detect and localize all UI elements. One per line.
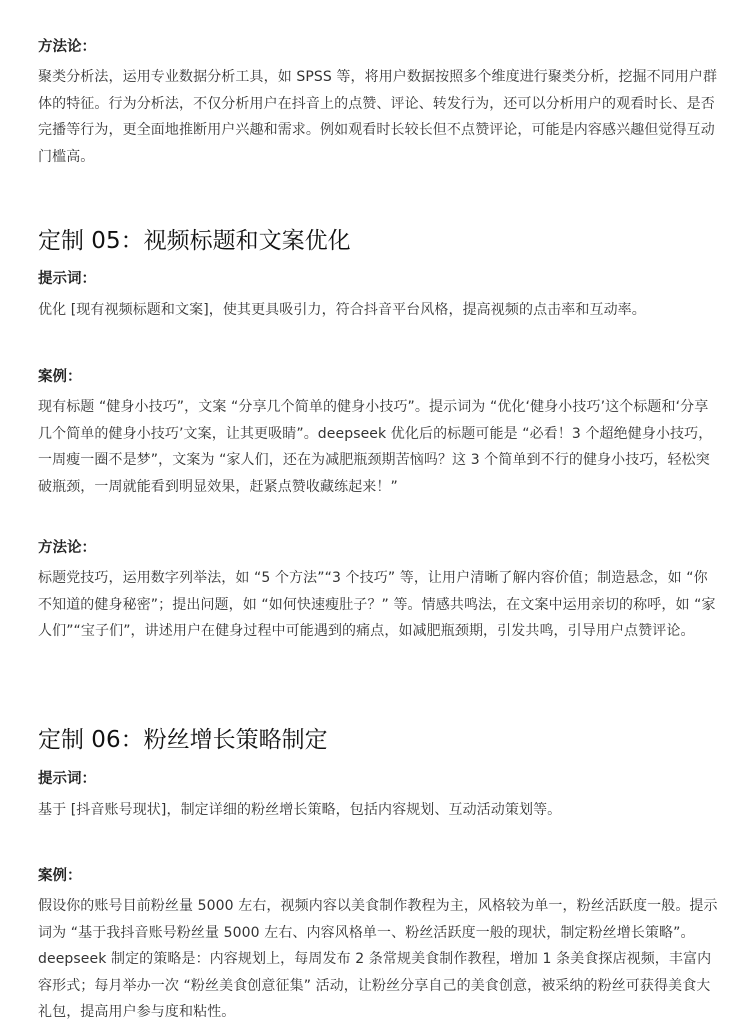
section-06-example-body <box>38 893 718 1026</box>
section-05-example <box>38 367 718 387</box>
prompt-text: 优化 [现有视频标题和文案]，使其更具吸引力，符合抖音平台风格，提高视频的点击率和互动率。 <box>38 302 646 318</box>
example-label: 案例： <box>38 868 82 884</box>
example-label: 案例： <box>38 369 82 385</box>
methodology-label: 方法论： <box>38 540 96 556</box>
section-05-methodology <box>38 538 718 558</box>
prompt-label: 提示词： <box>38 271 96 287</box>
section-06-title-wrap <box>38 724 718 756</box>
section-05-methodology-body <box>38 565 718 645</box>
section-06-example <box>38 866 718 886</box>
methodology-text: 聚类分析法，运用专业数据分析工具，如 SPSS 等，将用户数据按照多个维度进行聚类分析，挖掘不同用户群体的特征。行为分析法，不仅分析用户在抖音上的点赞、评论、转发行为，还可以分析用户的观看时长、是否完播等行为，更全面地推断用户兴趣和需求。例如观看时长较长但不点赞评论，可能是内容感兴趣但觉得互动门槛高。 <box>38 69 718 165</box>
section-05-title-wrap <box>38 225 718 257</box>
section-06-prompt <box>38 769 718 789</box>
prompt-label: 提示词： <box>38 771 96 787</box>
prompt-text: 基于 [抖音账号现状]，制定详细的粉丝增长策略，包括内容规划、互动活动策划等。 <box>38 802 562 818</box>
section-05-prompt <box>38 269 718 289</box>
methodology-text: 标题党技巧，运用数字列举法，如 “5 个方法”“3 个技巧” 等，让用户清晰了解内容价值；制造悬念，如 “你不知道的健身秘密”；提出问题，如 “如何快速瘦肚子？” 等。情感共鸣法，在文案中运用亲切的称呼，如 “家人们”“宝子们”，讲述用户在健身过程中可能遇到的痛点，如减肥瓶颈期，引发共鸣，引导用户点赞评论。 <box>38 570 716 639</box>
section-05-prompt-body <box>38 297 718 324</box>
section-04-methodology <box>38 37 718 57</box>
section-title: 定制 05：视频标题和文案优化 <box>38 228 351 254</box>
section-06-prompt-body <box>38 797 718 824</box>
section-04-methodology-body <box>38 64 718 170</box>
example-text: 假设你的账号目前粉丝量 5000 左右，视频内容以美食制作教程为主，风格较为单一，粉丝活跃度一般。提示词为 “基于我抖音账号粉丝量 5000 左右、内容风格单一、粉丝活跃度一般的现状，制定粉丝增长策略”。deepseek 制定的策略是：内容规划上，每周发布 2 条常规美食制作教程，增加 1 条美食探店视频，丰富内容形式；每月举办一次 “粉丝美食创意征集” 活动，让粉丝分享自己的美食创意，被采纳的粉丝可获得美食大礼包，提高用户参与度和粘性。 <box>38 898 718 1020</box>
methodology-label: 方法论： <box>38 39 96 55</box>
example-text: 现有标题 “健身小技巧”，文案 “分享几个简单的健身小技巧”。提示词为 “优化‘健身小技巧’这个标题和‘分享几个简单的健身小技巧’文案，让其更吸睛”。deepseek 优化后的标题可能是 “必看！3 个超绝健身小技巧，一周瘦一圈不是梦”，文案为 “家人们，还在为减肥瓶颈期苦恼吗？这 3 个简单到不行的健身小技巧，轻松突破瓶颈，一周就能看到明显效果，赶紧点赞收藏练起来！” <box>38 399 713 495</box>
section-05-example-body <box>38 394 718 500</box>
section-title: 定制 06：粉丝增长策略制定 <box>38 727 328 753</box>
